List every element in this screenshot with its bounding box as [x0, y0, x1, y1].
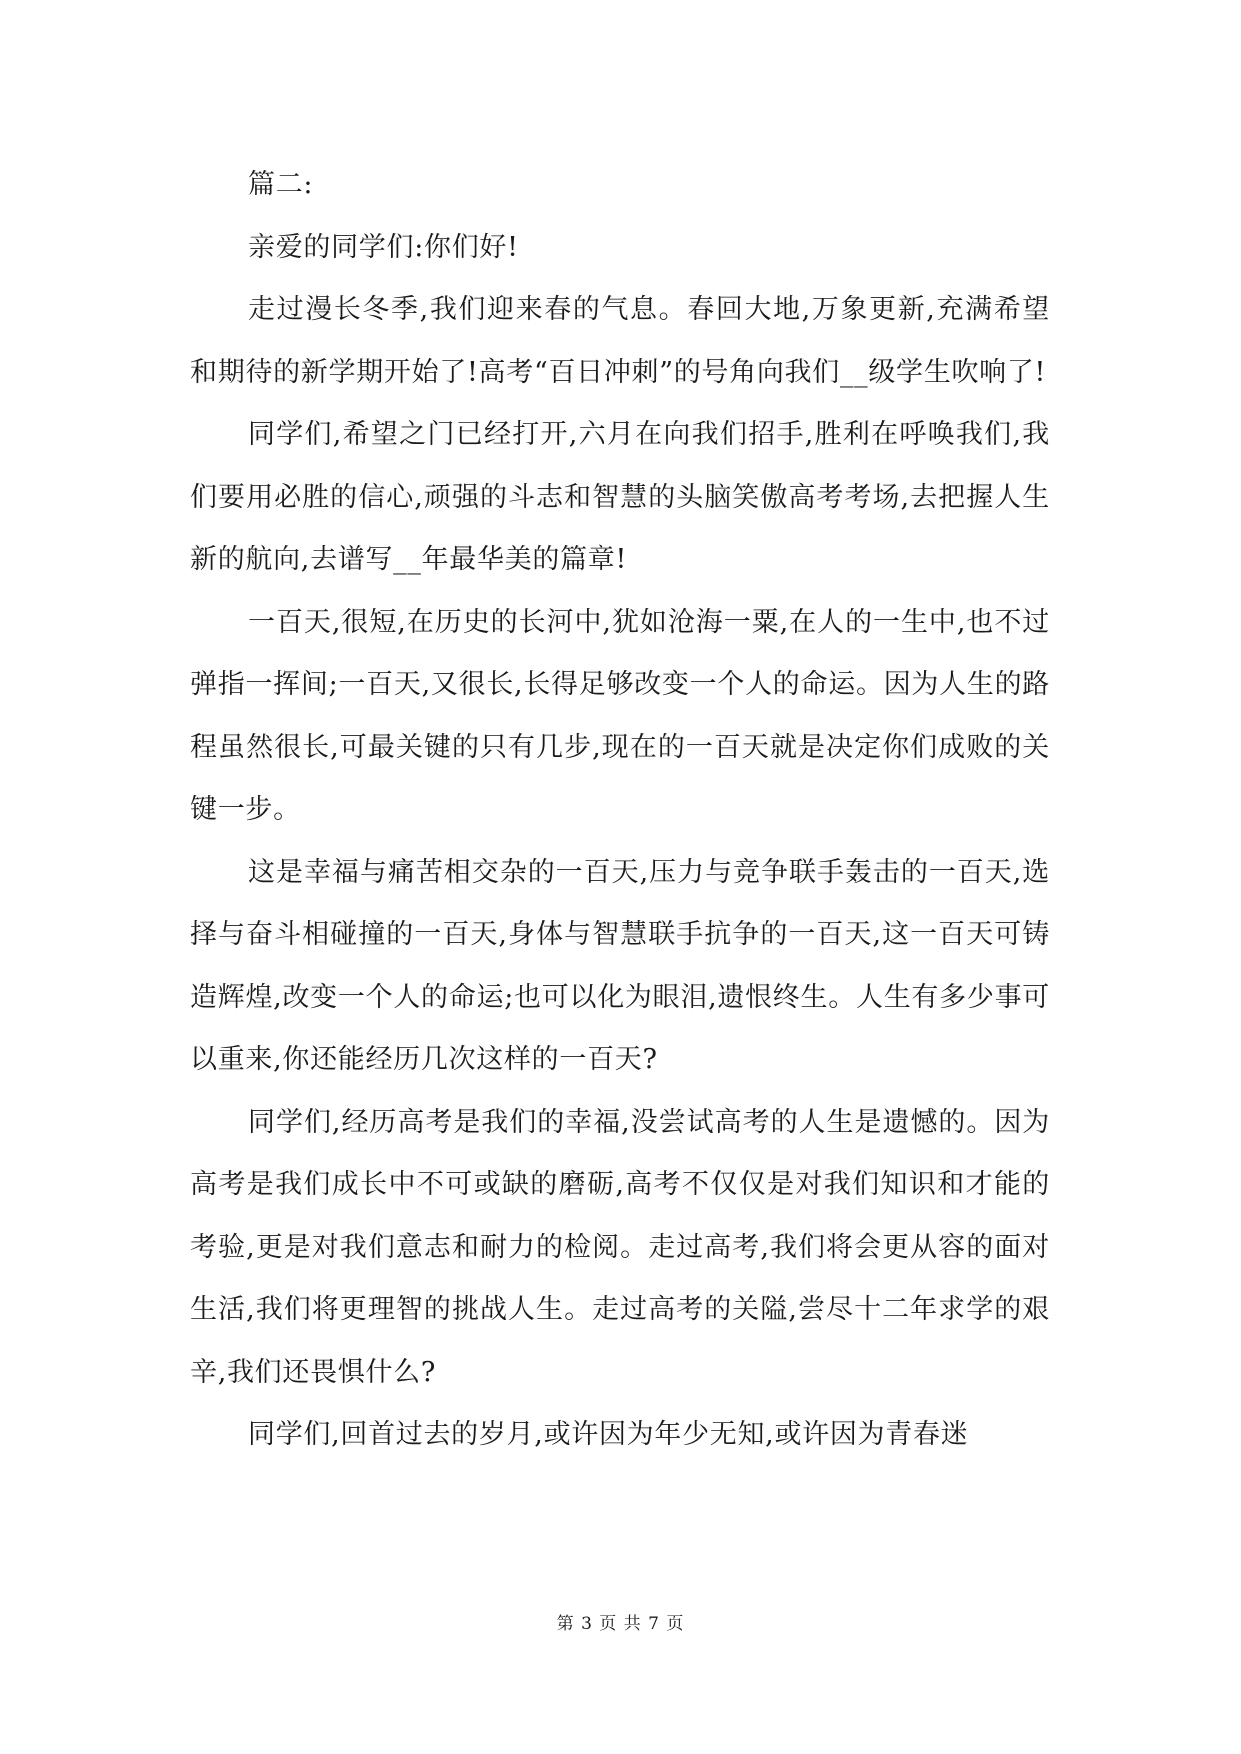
document-body	[190, 154, 1050, 1467]
body-paragraph: 这是幸福与痛苦相交杂的一百天,压力与竞争联手轰击的一百天,选择与奋斗相碰撞的一百天,身体与智慧联手抗争的一百天,这一百天可铸造辉煌,改变一个人的命运;也可以化为眼泪,遗恨终生。人生有多少事可以重来,你还能经历几次这样的一百天?	[190, 856, 1050, 1075]
body-paragraph: 走过漫长冬季,我们迎来春的气息。春回大地,万象更新,充满希望和期待的新学期开始了!高考“百日冲刺”的号角向我们__级学生吹响了!	[190, 294, 1050, 388]
body-paragraph: 同学们,经历高考是我们的幸福,没尝试高考的人生是遗憾的。因为高考是我们成长中不可或缺的磨砺,高考不仅仅是对我们知识和才能的考验,更是对我们意志和耐力的检阅。走过高考,我们将会更从容的面对生活,我们将更理智的挑战人生。走过高考的关隘,尝尽十二年求学的艰辛,我们还畏惧什么?	[190, 1106, 1050, 1388]
page-number-footer: 第 3 页 共 7 页	[556, 1614, 685, 1634]
greeting-paragraph: 亲爱的同学们:你们好!	[248, 231, 519, 263]
body-paragraph: 一百天,很短,在历史的长河中,犹如沧海一粟,在人的一生中,也不过弹指一挥间;一百天,又很长,长得足够改变一个人的命运。因为人生的路程虽然很长,可最关键的只有几步,现在的一百天就是决定你们成败的关键一步。	[190, 606, 1050, 825]
body-paragraph: 同学们,希望之门已经打开,六月在向我们招手,胜利在呼唤我们,我们要用必胜的信心,顽强的斗志和智慧的头脑笑傲高考考场,去把握人生新的航向,去谱写__年最华美的篇章!	[190, 419, 1050, 575]
section-heading: 篇二:	[248, 169, 314, 200]
body-paragraph: 同学们,回首过去的岁月,或许因为年少无知,或许因为青春迷	[248, 1419, 969, 1450]
